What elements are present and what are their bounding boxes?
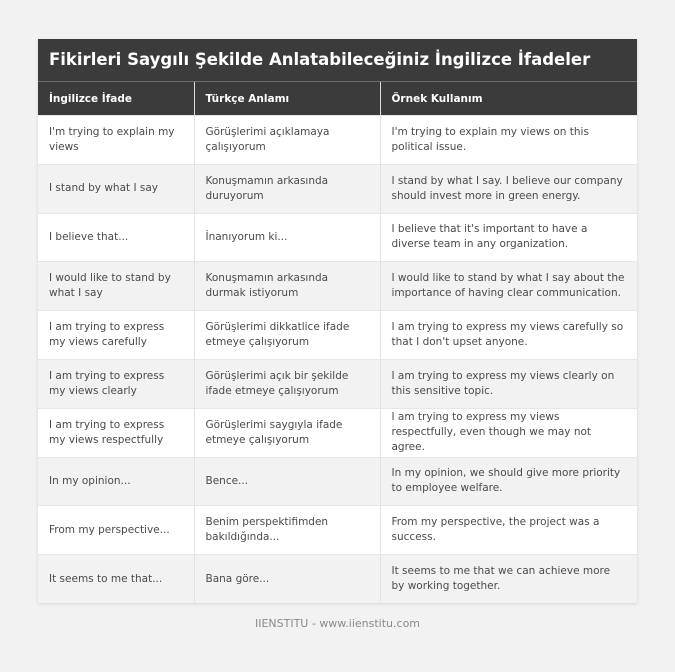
- cell-english: I'm trying to explain my views: [38, 116, 194, 165]
- table-row: [38, 457, 637, 506]
- column-header-turkish: Türkçe Anlamı: [194, 82, 380, 116]
- table-row: [38, 311, 637, 360]
- cell-example: I am trying to express my views clearly on this sensitive topic.: [380, 359, 637, 408]
- table-row: [38, 555, 637, 604]
- cell-turkish: Görüşlerimi saygıyla ifade etmeye çalışıyorum: [194, 408, 380, 457]
- cell-example: It seems to me that we can achieve more by working together.: [380, 555, 637, 604]
- table-row: [38, 408, 637, 457]
- cell-turkish: Konuşmamın arkasında durmak istiyorum: [194, 262, 380, 311]
- cell-turkish: Bence...: [194, 457, 380, 506]
- cell-turkish: Konuşmamın arkasında duruyorum: [194, 164, 380, 213]
- cell-turkish: Benim perspektifimden bakıldığında...: [194, 506, 380, 555]
- column-header-example: Örnek Kullanım: [380, 82, 637, 116]
- cell-english: I believe that...: [38, 213, 194, 262]
- cell-example: I stand by what I say. I believe our company should invest more in green energy.: [380, 164, 637, 213]
- cell-english: It seems to me that...: [38, 555, 194, 604]
- cell-example: I believe that it's important to have a diverse team in any organization.: [380, 213, 637, 262]
- table-title: Fikirleri Saygılı Şekilde Anlatabileceğiniz İngilizce İfadeler: [38, 39, 637, 81]
- header-row: [38, 82, 637, 116]
- cell-turkish: Bana göre...: [194, 555, 380, 604]
- table-row: [38, 116, 637, 165]
- cell-example: I am trying to express my views respectfully, even though we may not agree.: [380, 408, 637, 457]
- cell-example: From my perspective, the project was a success.: [380, 506, 637, 555]
- cell-example: In my opinion, we should give more priority to employee welfare.: [380, 457, 637, 506]
- table-row: [38, 262, 637, 311]
- footer-credit: IIENSTITU - www.iienstitu.com: [254, 617, 421, 630]
- cell-english: From my perspective...: [38, 506, 194, 555]
- table-row: [38, 213, 637, 262]
- cell-example: I would like to stand by what I say about the importance of having clear communication.: [380, 262, 637, 311]
- phrases-table: [38, 81, 637, 603]
- cell-english: I am trying to express my views respectfully: [38, 408, 194, 457]
- cell-example: I am trying to express my views carefully so that I don't upset anyone.: [380, 311, 637, 360]
- cell-english: I am trying to express my views clearly: [38, 359, 194, 408]
- column-header-english: İngilizce İfade: [38, 82, 194, 116]
- cell-turkish: Görüşlerimi açıklamaya çalışıyorum: [194, 116, 380, 165]
- cell-turkish: Görüşlerimi dikkatlice ifade etmeye çalışıyorum: [194, 311, 380, 360]
- cell-english: I stand by what I say: [38, 164, 194, 213]
- cell-english: I am trying to express my views carefully: [38, 311, 194, 360]
- cell-turkish: İnanıyorum ki...: [194, 213, 380, 262]
- cell-english: I would like to stand by what I say: [38, 262, 194, 311]
- cell-turkish: Görüşlerimi açık bir şekilde ifade etmeye çalışıyorum: [194, 359, 380, 408]
- cell-english: In my opinion...: [38, 457, 194, 506]
- table-row: [38, 359, 637, 408]
- table-row: [38, 164, 637, 213]
- cell-example: I'm trying to explain my views on this political issue.: [380, 116, 637, 165]
- table-card: [38, 39, 637, 603]
- table-row: [38, 506, 637, 555]
